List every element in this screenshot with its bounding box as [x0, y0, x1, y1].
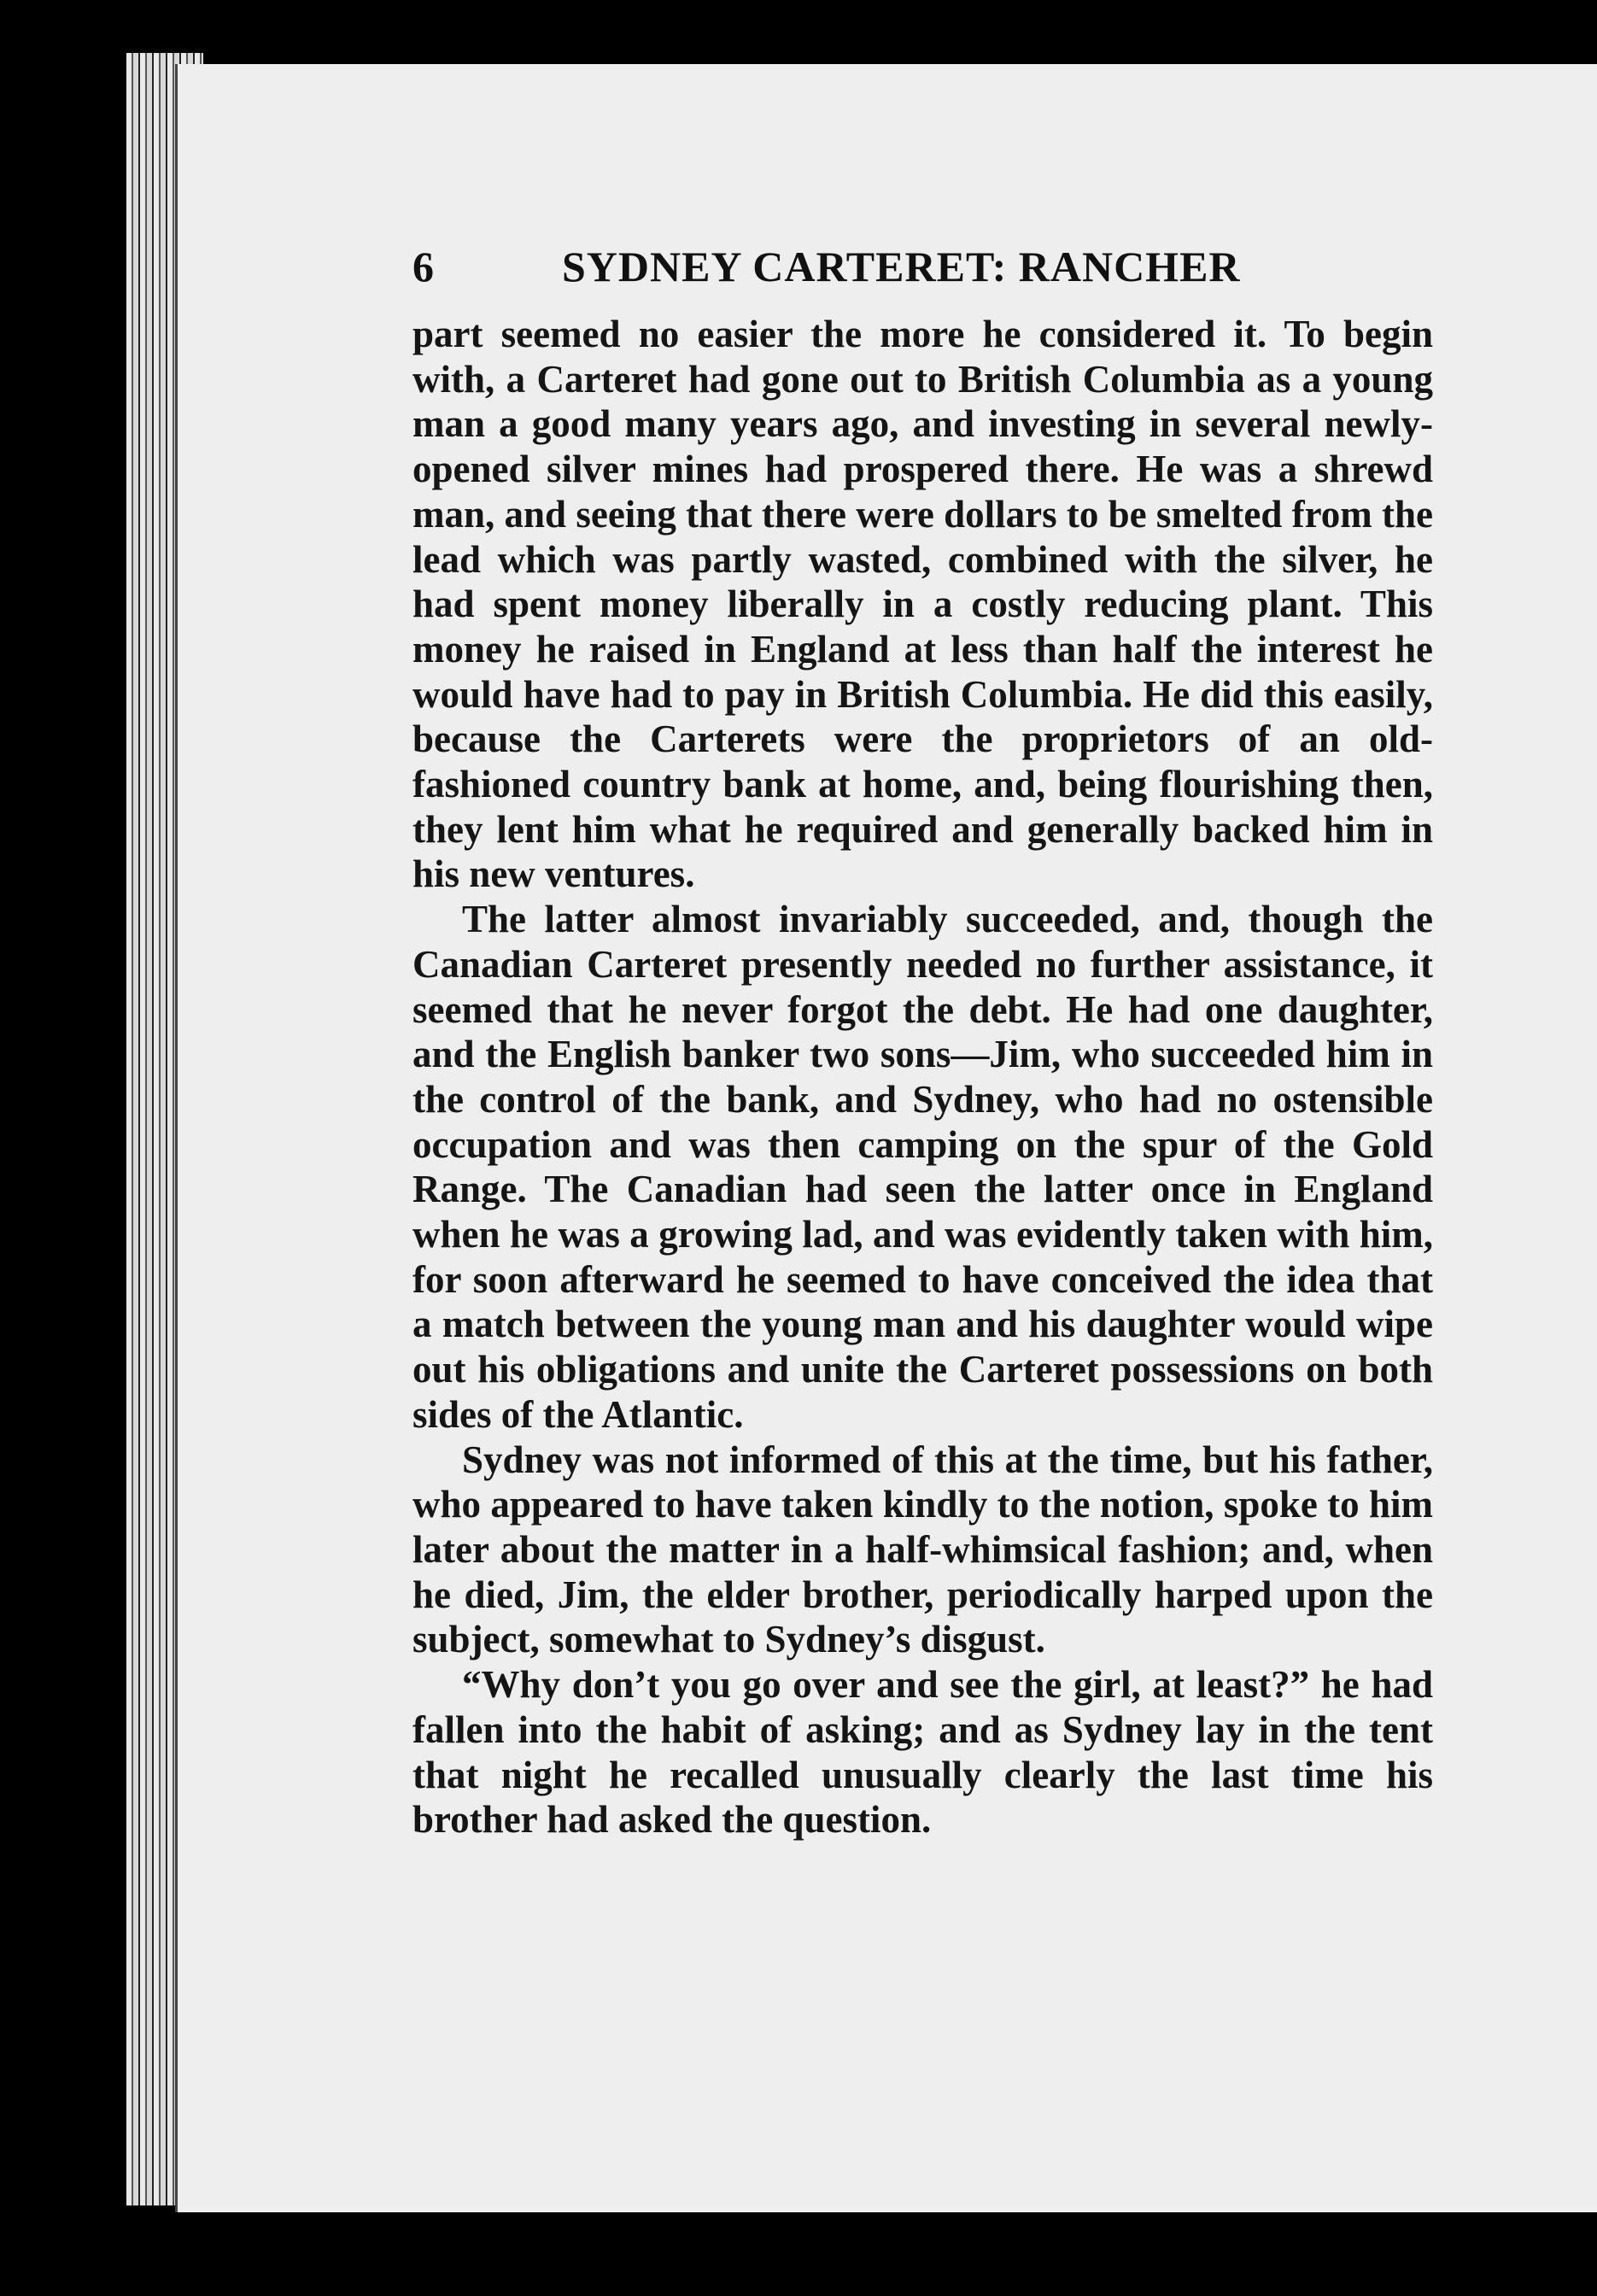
book-page — [175, 64, 1597, 2212]
page-number: 6 — [412, 243, 434, 290]
scan-bottom-edge — [175, 2212, 1597, 2296]
running-head — [412, 242, 1437, 293]
body-text — [412, 312, 1433, 1842]
paragraph: The latter almost invariably succeeded, and, though the Canadian Carteret presently needed no further assistance, it seemed that he never forgot the debt. He had one daughter, and the English banker two sons—Jim, who succeeded him in the control of the bank, and Sydney, who had no ostensible occupation and was then camping on the spur of the Gold Range. The Canadian had seen the latter once in England when he was a growing lad, and was evidently taken with him, for soon afterward he seemed to have conceived the idea that a match between the young man and his daughter would wipe out his obligations and unite the Carteret possessions on both sides of the Atlantic. — [412, 898, 1433, 1436]
paragraph: Sydney was not informed of this at the time, but his father, who appeared to have taken kindly to the notion, spoke to him later about the matter in a half-whimsical fashion; and, when he died, Jim, the elder brother, periodically harped upon the subject, somewhat to Sydney’s disgust. — [412, 1438, 1433, 1661]
paragraph: “Why don’t you go over and see the girl, at least?” he had fallen into the habit of asking; and as Sydney lay in the tent that night he recalled unusually clearly the last time his brother had asked the question. — [412, 1663, 1433, 1842]
running-head-title: SYDNEY CARTERET: RANCHER — [562, 243, 1241, 290]
paragraph: part seemed no easier the more he considered it. To begin with, a Carteret had gone out to British Columbia as a young man a good many years ago, and investing in several newly-opened silver mines had prospered there. He was a shrewd man, and seeing that there were dollars to be smelted from the lead which was partly wasted, combined with the silver, he had spent money liberally in a costly reducing plant. This money he raised in England at less than half the interest he would have had to pay in British Columbia. He did this easily, because the Carterets were the proprietors of an old-fashioned country bank at home, and, being flourishing then, they lent him what he required and generally backed him in his new ventures. — [412, 313, 1433, 896]
